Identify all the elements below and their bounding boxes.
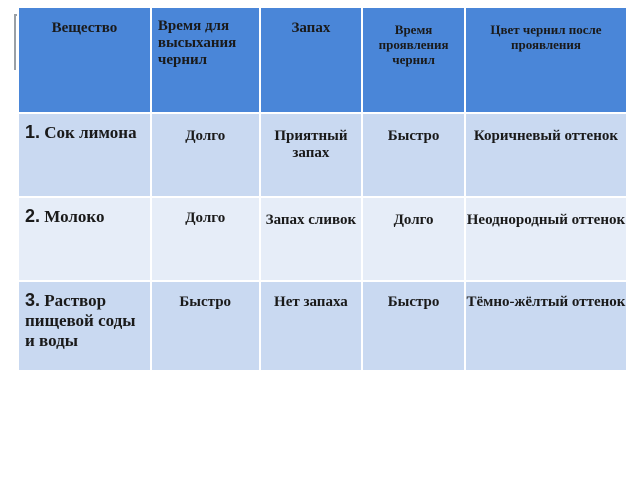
cell-appearance-time [362,113,465,197]
cell-ink-color [465,281,627,371]
table-header-row [18,7,627,113]
ink-color-value: Тёмно-жёлтый оттенок [466,294,626,310]
header-substance-label: Вещество [51,20,118,36]
cell-smell [260,113,363,197]
cell-smell [260,197,363,281]
table-row [18,197,627,281]
header-appearance-time-label: Время проявления чернил [378,22,449,67]
substance-name: Молоко [44,207,105,226]
drying-time-value: Долго [185,210,226,226]
header-drying-time [151,7,260,113]
cell-drying-time [151,113,260,197]
substance-name: Сок лимона [44,123,137,142]
header-drying-time-label: Время для высыхания чернил [157,18,237,68]
header-ink-color [465,7,627,113]
appearance-time-value: Быстро [387,294,440,310]
row-number: 2. [25,206,41,226]
appearance-time-value: Быстро [387,128,440,144]
cell-drying-time [151,197,260,281]
ink-experiment-table [17,6,628,372]
ink-color-value: Коричневый оттенок [473,128,618,144]
cell-ink-color [465,197,627,281]
substance-name: Раствор пищевой соды и воды [25,291,136,350]
header-substance [18,7,151,113]
appearance-time-value: Долго [393,212,434,228]
ink-color-value: Неоднородный оттенок [466,212,626,228]
cell-smell [260,281,363,371]
drying-time-value: Быстро [179,294,232,310]
cell-substance [18,281,151,371]
cell-appearance-time [362,197,465,281]
cell-ink-color [465,113,627,197]
cell-substance [18,197,151,281]
cell-substance [18,113,151,197]
header-smell [260,7,363,113]
smell-value: Приятный запах [274,128,348,161]
drying-time-value: Долго [185,128,226,144]
smell-value: Запах сливок [265,212,357,228]
row-number: 3. [25,290,41,310]
header-appearance-time [362,7,465,113]
table-row [18,281,627,371]
header-smell-label: Запах [291,20,331,36]
smell-value: Нет запаха [274,294,348,310]
header-ink-color-label: Цвет чернил после проявления [490,22,602,52]
cell-drying-time [151,281,260,371]
cell-appearance-time [362,281,465,371]
row-number: 1. [25,122,41,142]
table-row [18,113,627,197]
